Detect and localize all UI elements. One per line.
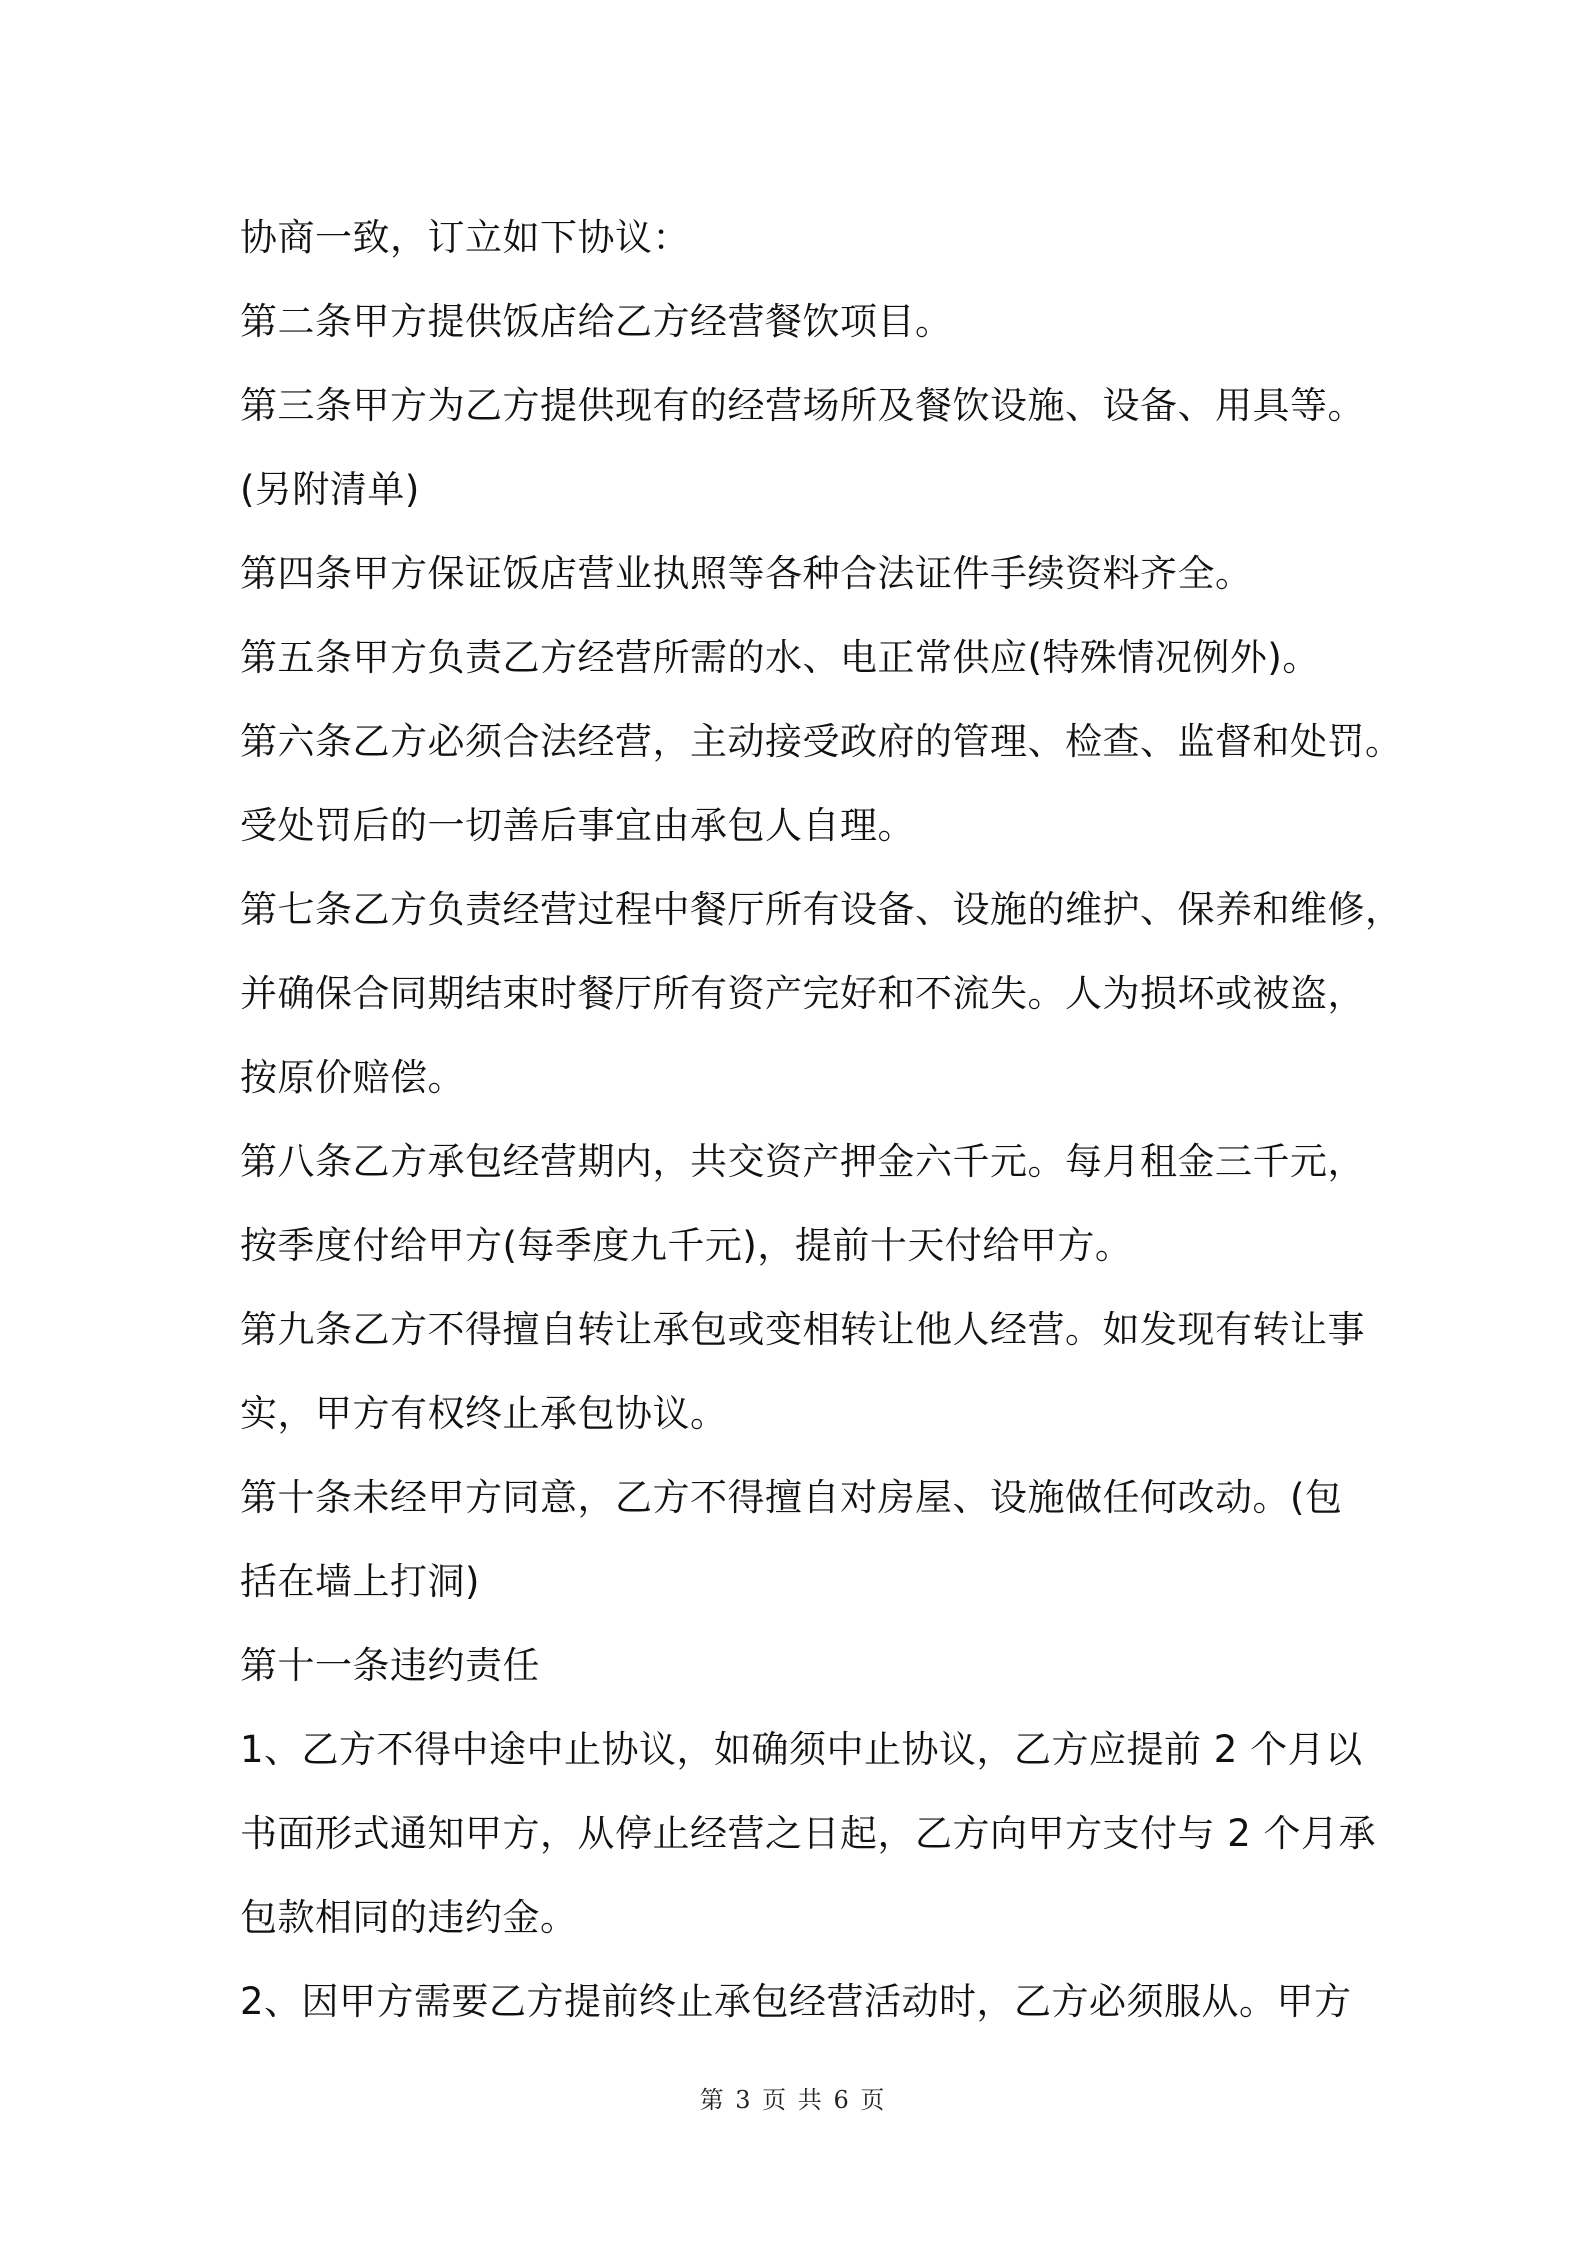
- text-line: 第七条乙方负责经营过程中餐厅所有设备、设施的维护、保养和维修，: [240, 888, 1403, 931]
- text-line: 包款相同的违约金。: [240, 1896, 578, 1939]
- text-line: 第六条乙方必须合法经营，主动接受政府的管理、检查、监督和处罚。: [240, 720, 1403, 763]
- text-line: 第八条乙方承包经营期内，共交资产押金六千元。每月租金三千元，: [240, 1140, 1365, 1183]
- text-line: 协商一致，订立如下协议：: [240, 216, 690, 259]
- text-line: 第十一条违约责任: [240, 1644, 540, 1687]
- text-line: 第十条未经甲方同意，乙方不得擅自对房屋、设施做任何改动。(包: [240, 1476, 1343, 1519]
- page-number-footer: 第 3 页 共 6 页: [699, 2086, 887, 2114]
- text-line: 2、因甲方需要乙方提前终止承包经营活动时，乙方必须服从。甲方: [240, 1980, 1352, 2023]
- text-line: 第三条甲方为乙方提供现有的经营场所及餐饮设施、设备、用具等。: [240, 384, 1365, 427]
- text-line: (另附清单): [240, 468, 420, 511]
- text-line: 第九条乙方不得擅自转让承包或变相转让他人经营。如发现有转让事: [240, 1308, 1365, 1351]
- text-line: 书面形式通知甲方，从停止经营之日起，乙方向甲方支付与 2 个月承: [240, 1812, 1377, 1855]
- text-line: 按季度付给甲方(每季度九千元)，提前十天付给甲方。: [240, 1224, 1133, 1267]
- text-line: 实，甲方有权终止承包协议。: [240, 1392, 728, 1435]
- text-line: 按原价赔偿。: [240, 1056, 465, 1099]
- text-line: 第五条甲方负责乙方经营所需的水、电正常供应(特殊情况例外)。: [240, 636, 1320, 679]
- text-line: 第四条甲方保证饭店营业执照等各种合法证件手续资料齐全。: [240, 552, 1253, 595]
- text-line: 括在墙上打洞): [240, 1560, 480, 1603]
- text-line: 1、乙方不得中途中止协议，如确须中止协议，乙方应提前 2 个月以: [240, 1728, 1363, 1771]
- text-line: 受处罚后的一切善后事宜由承包人自理。: [240, 804, 915, 847]
- contract-body: [240, 196, 1403, 2044]
- text-line: 第二条甲方提供饭店给乙方经营餐饮项目。: [240, 300, 953, 343]
- text-line: 并确保合同期结束时餐厅所有资产完好和不流失。人为损坏或被盗，: [240, 972, 1365, 1015]
